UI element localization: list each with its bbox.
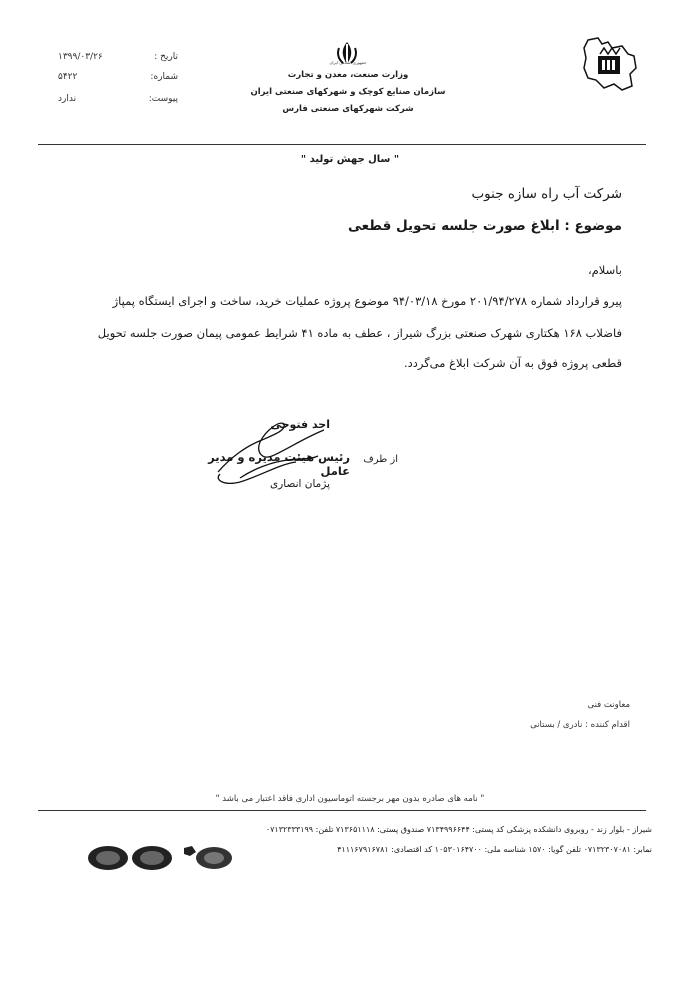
greeting: باسلام،	[587, 263, 622, 277]
on-behalf-name: پژمان انصاری	[269, 478, 330, 490]
action-by: اقدام کننده : نادری / بستانی	[530, 720, 630, 730]
number-row	[58, 72, 178, 88]
attachment-label: پیوست:	[148, 94, 178, 104]
number-value: ۵۴۲۲	[58, 72, 78, 82]
attachment-value: ندارد	[58, 94, 77, 104]
date-row	[58, 52, 178, 68]
attachment-row	[58, 94, 178, 110]
addressee: شرکت آب راه سازه جنوب	[471, 186, 622, 202]
company-name: شرکت شهرکهای صنعتی فارس	[282, 104, 414, 114]
signer-title: رئیس هیئت مدیره و مدیر عامل	[208, 450, 350, 478]
number-label: شماره:	[150, 72, 178, 82]
emblem-caption: جمهوری اسلامی ایران	[329, 60, 367, 65]
date-label: تاریخ :	[154, 52, 178, 62]
industrial-estates-logo-icon	[578, 34, 640, 96]
body-line-3: قطعی پروژه فوق به آن شرکت ابلاغ می‌گردد.	[403, 356, 622, 370]
header-divider	[38, 144, 646, 145]
certification-seals	[86, 842, 236, 872]
deputy-label: معاونت فنی	[587, 700, 630, 710]
from-label: از طرف	[363, 454, 398, 465]
body-line-1: پیرو قرارداد شماره ۲۰۱/۹۴/۲۷۸ مورخ ۹۴/۰۳/۱۸ موضوع پروژه عملیات خرید، ساخت و اجرای ایستگاه پمپاژ	[112, 294, 622, 308]
footer-divider	[38, 810, 646, 811]
footer-address: شیراز - بلوار زند - روبروی دانشکده پزشکی کد پستی: ۷۱۳۴۹۹۶۶۴۴ صندوق پستی: ۷۱۳۶۵۱۱۱۸ تلفن: ۰۷۱۳۲۳۳۳۱۹۹	[265, 825, 652, 834]
year-slogan: " سال جهش تولید "	[300, 154, 400, 165]
handwritten-signature	[200, 400, 340, 510]
signer-name: احد فتوحی	[270, 418, 330, 431]
organization-name: سازمان صنایع کوچک و شهرکهای صنعتی ایران	[250, 87, 446, 97]
date-value: ۱۳۹۹/۰۳/۲۶	[58, 52, 103, 62]
validity-notice: " نامه های صادره بدون مهر برجسته اتوماسیون اداری فاقد اعتبار می باشد "	[215, 794, 485, 804]
ministry-name: وزارت صنعت، معدن و تجارت	[287, 70, 409, 80]
footer-ids: نمابر: ۰۷۱۳۲۳۰۷۰۸۱ تلفن گویا: ۱۵۷۰ شناسه ملی: ۱۰۵۳۰۱۶۴۷۰۰ کد اقتصادی: ۴۱۱۱۶۷۹۱۶۷۸۱	[337, 845, 652, 854]
body-line-2: فاضلاب ۱۶۸ هکتاری شهرک صنعتی بزرگ شیراز ، عطف به ماده ۴۱ شرایط عمومی پیمان صورت جلسه تحویل	[97, 326, 622, 340]
subject-line: موضوع : ابلاغ صورت جلسه تحویل قطعی	[348, 218, 622, 234]
